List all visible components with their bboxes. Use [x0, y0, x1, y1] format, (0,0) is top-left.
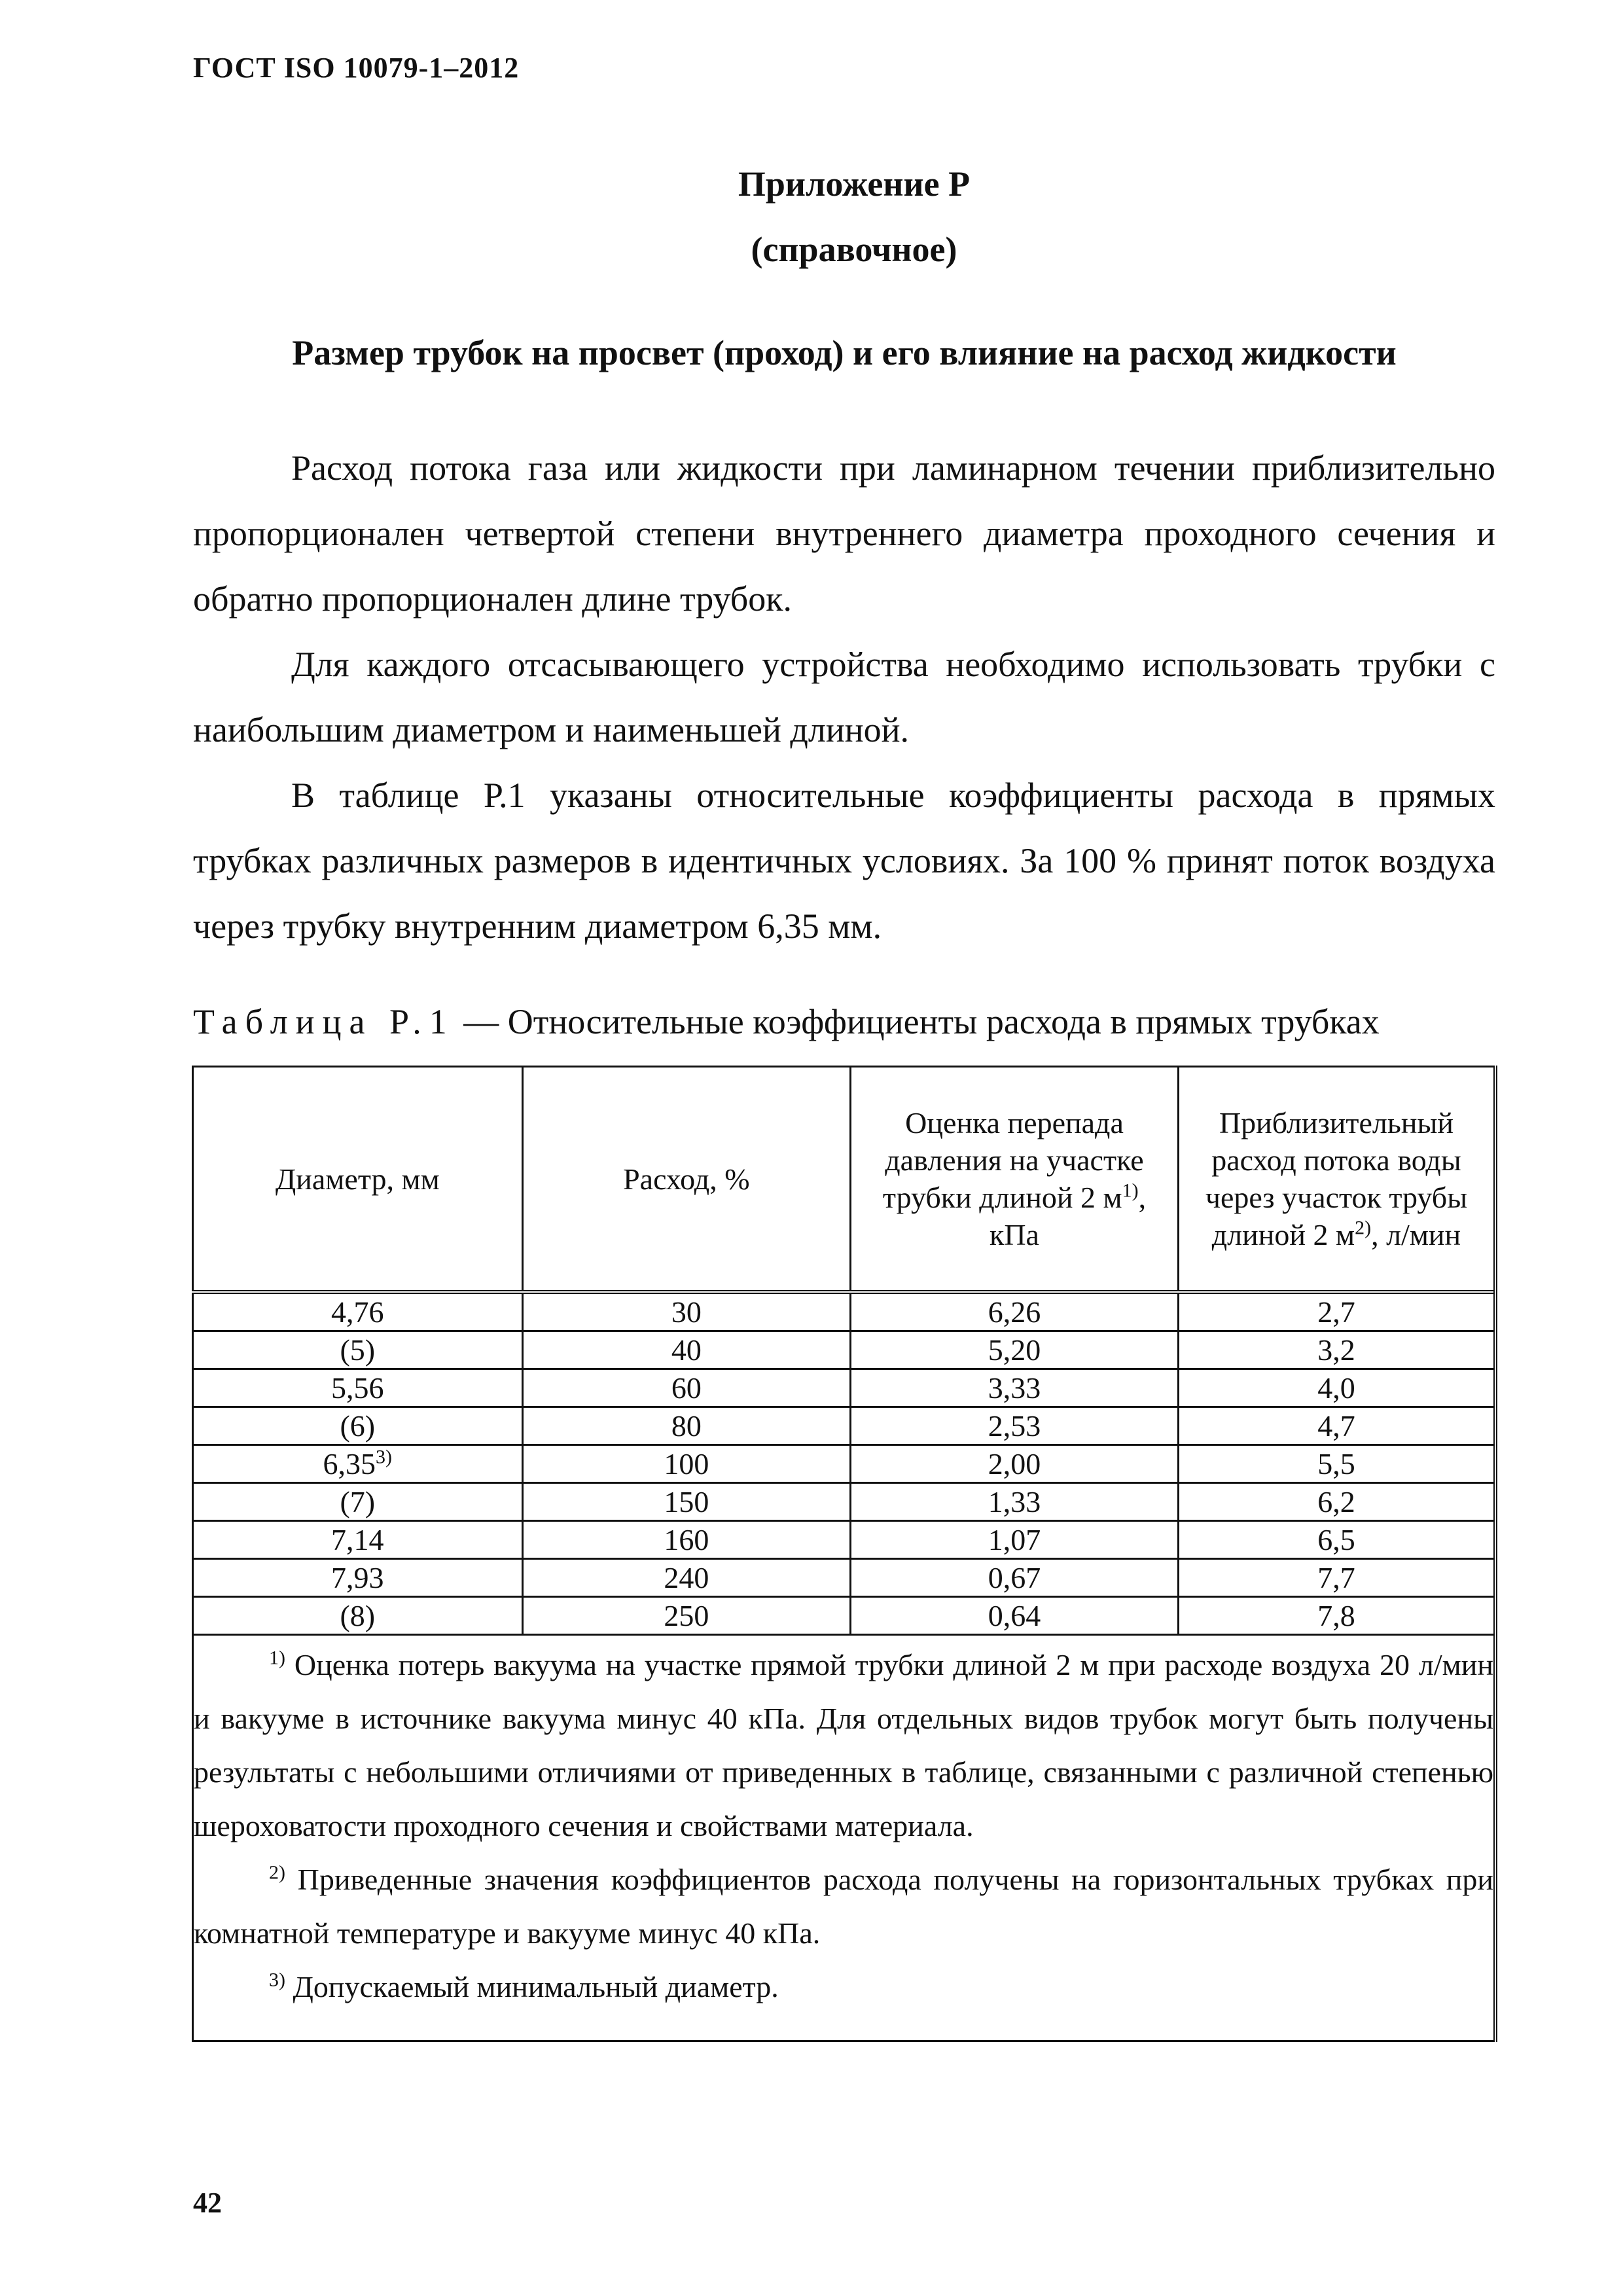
table-row — [193, 1597, 1496, 1635]
document-header: ГОСТ ISO 10079-1–2012 — [193, 52, 520, 84]
cell-pressure — [851, 1445, 1179, 1483]
cell-diameter-value: (6) — [340, 1409, 376, 1443]
paragraph: Для каждого отсасывающего устройства необходимо использовать трубки с наибольшим диаметром и наименьшей длиной. — [193, 645, 1495, 749]
flow-table-container — [192, 1066, 1497, 2042]
cell-flow — [522, 1559, 850, 1597]
header-flow: Расход, % — [522, 1067, 850, 1293]
table-row — [193, 1483, 1496, 1521]
appendix-subtitle: (справочное) — [751, 230, 957, 269]
appendix-title: Приложение Р — [738, 164, 971, 204]
footnote-mark: 3) — [269, 1969, 285, 1991]
cell-flow-value: 160 — [664, 1523, 709, 1556]
cell-flow — [522, 1521, 850, 1559]
cell-pressure-value: 2,53 — [988, 1409, 1041, 1443]
cell-water-flow — [1178, 1445, 1495, 1483]
page-number: 42 — [193, 2187, 222, 2219]
cell-water-flow — [1178, 1407, 1495, 1445]
cell-water-flow — [1178, 1292, 1495, 1331]
cell-flow — [522, 1445, 850, 1483]
cell-pressure-value: 1,33 — [988, 1485, 1041, 1518]
header-water-unit: , л/мин — [1371, 1218, 1461, 1251]
cell-pressure — [851, 1597, 1179, 1635]
cell-diameter — [193, 1483, 523, 1521]
cell-pressure-value: 6,26 — [988, 1295, 1041, 1329]
footnote-1 — [194, 1638, 1493, 1853]
cell-flow-value: 40 — [671, 1333, 702, 1367]
table-body — [193, 1292, 1496, 1635]
cell-flow-value: 150 — [664, 1485, 709, 1518]
cell-pressure — [851, 1331, 1179, 1369]
cell-water-flow-value: 7,7 — [1317, 1561, 1355, 1594]
section-title: Размер трубок на просвет (проход) и его влияние на расход жидкости — [292, 333, 1397, 372]
cell-diameter-value: (8) — [340, 1599, 376, 1632]
table-row — [193, 1331, 1496, 1369]
cell-flow — [522, 1369, 850, 1407]
cell-pressure-value: 0,67 — [988, 1561, 1041, 1594]
paragraph: В таблице Р.1 указаны относительные коэффициенты расхода в прямых трубках различных размеров в идентичных условиях. За 100 % принят поток воздуха через трубку внутренним диаметром 6,35 мм. — [193, 776, 1495, 946]
footnote-mark: 2) — [1355, 1217, 1372, 1239]
cell-flow — [522, 1292, 850, 1331]
cell-water-flow-value: 5,5 — [1317, 1447, 1355, 1480]
cell-flow — [522, 1597, 850, 1635]
cell-water-flow — [1178, 1483, 1495, 1521]
cell-diameter — [193, 1521, 523, 1559]
cell-pressure — [851, 1407, 1179, 1445]
cell-water-flow-value: 4,0 — [1317, 1371, 1355, 1405]
cell-diameter — [193, 1597, 523, 1635]
table-caption-text: — Относительные коэффициенты расхода в прямых трубках — [463, 1002, 1380, 1041]
cell-diameter-value: 6,35 — [323, 1447, 376, 1480]
footnote-text: Приведенные значения коэффициентов расхода получены на горизонтальных трубках при комнатной температуре и вакууме минус 40 кПа. — [194, 1863, 1494, 1950]
notes-row — [193, 1635, 1496, 2041]
cell-water-flow-value: 4,7 — [1317, 1409, 1355, 1443]
header-pressure-text: Оценка перепада давления на участке трубки длиной 2 м — [882, 1106, 1144, 1214]
header-diameter: Диаметр, мм — [193, 1067, 523, 1293]
cell-diameter — [193, 1369, 523, 1407]
cell-pressure-value: 2,00 — [988, 1447, 1041, 1480]
cell-diameter-value: 7,14 — [331, 1523, 384, 1556]
cell-flow — [522, 1331, 850, 1369]
table-notes — [193, 1635, 1496, 2041]
cell-flow-value: 30 — [671, 1295, 702, 1329]
header-water-text: Приблизительный расход потока воды через участок трубы длиной 2 м — [1205, 1106, 1468, 1251]
footnote-2 — [194, 1853, 1493, 1960]
header-pressure — [851, 1067, 1179, 1293]
cell-water-flow-value: 6,5 — [1317, 1523, 1355, 1556]
cell-diameter-value: 4,76 — [331, 1295, 384, 1329]
cell-water-flow — [1178, 1559, 1495, 1597]
cell-pressure-value: 1,07 — [988, 1523, 1041, 1556]
cell-diameter — [193, 1559, 523, 1597]
cell-diameter — [193, 1292, 523, 1331]
cell-pressure — [851, 1521, 1179, 1559]
cell-diameter-value: 7,93 — [331, 1561, 384, 1594]
cell-water-flow — [1178, 1369, 1495, 1407]
cell-water-flow-value: 3,2 — [1317, 1333, 1355, 1367]
cell-diameter-value: (5) — [340, 1333, 376, 1367]
footnote-text: Оценка потерь вакуума на участке прямой трубки длиной 2 м при расходе воздуха 20 л/мин и вакууме в источнике вакуума минус 40 кПа. Для отдельных видов трубок могут быть получены результаты с небольшими отличиями от приведенных в таблице, связанными с различной степенью шероховатости проходного сечения и свойствами материала. — [194, 1648, 1493, 1842]
cell-water-flow — [1178, 1521, 1495, 1559]
cell-flow — [522, 1407, 850, 1445]
table-row — [193, 1292, 1496, 1331]
cell-pressure-value: 3,33 — [988, 1371, 1041, 1405]
cell-water-flow-value: 7,8 — [1317, 1599, 1355, 1632]
table-row — [193, 1445, 1496, 1483]
cell-pressure — [851, 1483, 1179, 1521]
footnote-text: Допускаемый минимальный диаметр. — [293, 1970, 779, 2003]
footnote-mark: 2) — [269, 1861, 285, 1884]
cell-flow-value: 240 — [664, 1561, 709, 1594]
cell-flow-value: 60 — [671, 1371, 702, 1405]
footnote-mark: 3) — [376, 1446, 393, 1468]
table-caption-label: Таблица Р.1 — [193, 1002, 455, 1041]
cell-pressure — [851, 1369, 1179, 1407]
cell-water-flow-value: 2,7 — [1317, 1295, 1355, 1329]
table-header-row — [193, 1067, 1496, 1293]
cell-flow — [522, 1483, 850, 1521]
cell-water-flow-value: 6,2 — [1317, 1485, 1355, 1518]
table-row — [193, 1521, 1496, 1559]
cell-diameter-value: (7) — [340, 1485, 376, 1518]
paragraph: Расход потока газа или жидкости при ламинарном течении приблизительно пропорционален четвертой степени внутреннего диаметра проходного сечения и обратно пропорционален длине трубок. — [193, 448, 1495, 619]
cell-diameter — [193, 1407, 523, 1445]
header-pressure-unit: , кПа — [989, 1181, 1147, 1251]
cell-pressure — [851, 1292, 1179, 1331]
cell-flow-value: 100 — [664, 1447, 709, 1480]
cell-diameter — [193, 1445, 523, 1483]
cell-diameter-value: 5,56 — [331, 1371, 384, 1405]
table-row — [193, 1407, 1496, 1445]
header-water-flow — [1178, 1067, 1495, 1293]
footnote-3 — [194, 1960, 1493, 2014]
cell-flow-value: 250 — [664, 1599, 709, 1632]
flow-coefficients-table — [192, 1066, 1497, 2042]
table-row — [193, 1559, 1496, 1597]
cell-water-flow — [1178, 1331, 1495, 1369]
table-row — [193, 1369, 1496, 1407]
body-text — [193, 435, 1495, 959]
cell-diameter — [193, 1331, 523, 1369]
cell-water-flow — [1178, 1597, 1495, 1635]
cell-pressure — [851, 1559, 1179, 1597]
footnote-mark: 1) — [269, 1647, 285, 1669]
footnote-mark: 1) — [1122, 1179, 1139, 1202]
cell-flow-value: 80 — [671, 1409, 702, 1443]
cell-pressure-value: 5,20 — [988, 1333, 1041, 1367]
cell-pressure-value: 0,64 — [988, 1599, 1041, 1632]
table-caption — [193, 1001, 1495, 1042]
